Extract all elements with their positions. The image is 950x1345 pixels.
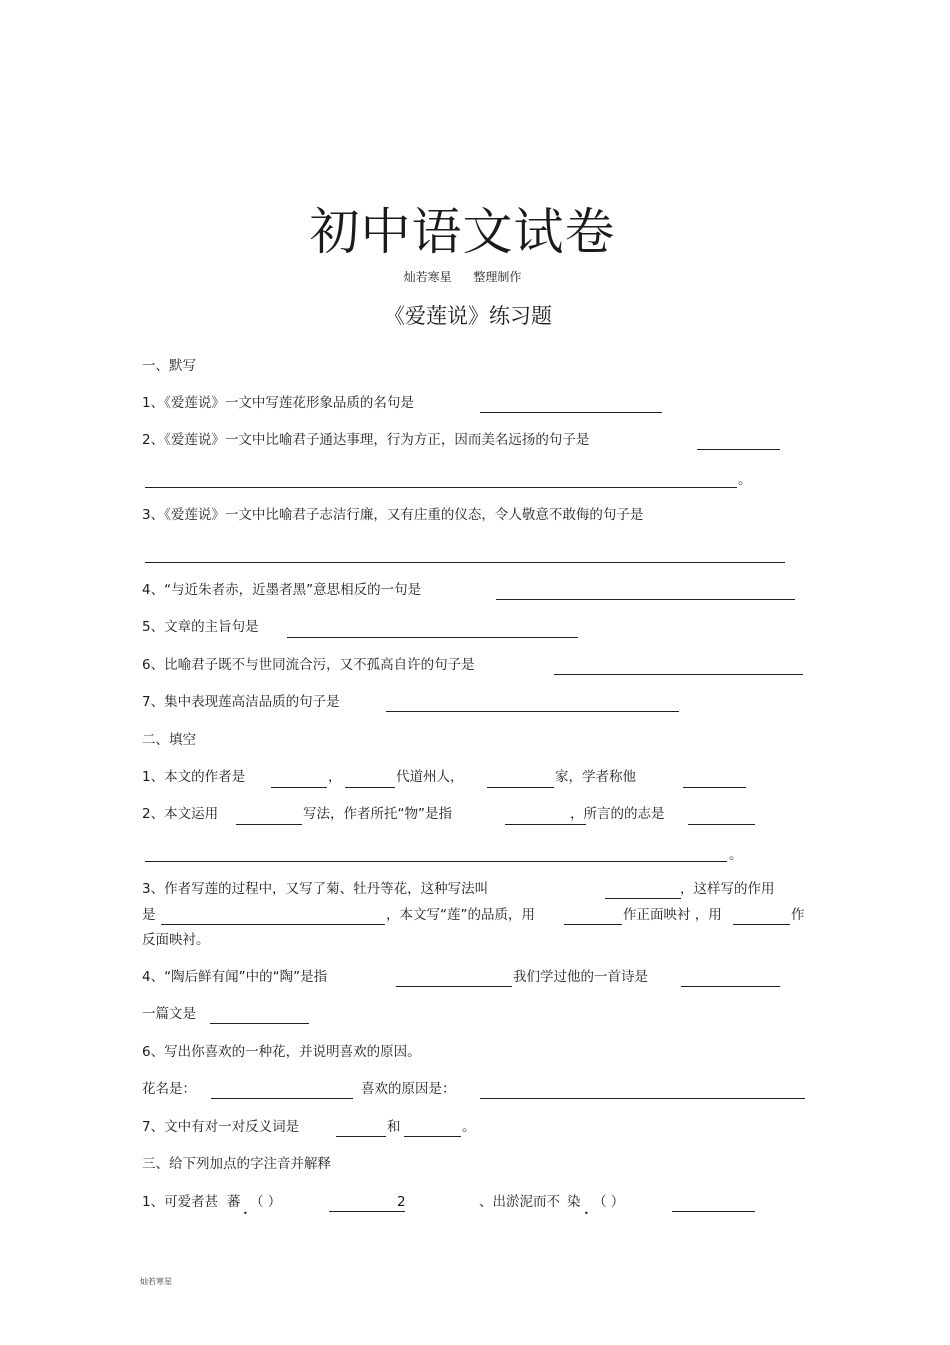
answer-blank[interactable] xyxy=(336,1135,386,1137)
section3-heading: 三、给下列加点的字注音并解释 xyxy=(142,1156,331,1172)
sentence-end: 。 xyxy=(729,847,743,863)
dotted-character: 蕃 xyxy=(227,1194,241,1210)
answer-blank[interactable] xyxy=(211,1097,353,1099)
reason-label: 喜欢的原因是： xyxy=(361,1081,456,1097)
emphasis-dot-icon: • xyxy=(243,1209,248,1218)
answer-blank[interactable] xyxy=(271,786,327,788)
sentence-end: 。 xyxy=(738,472,752,488)
answer-blank[interactable] xyxy=(554,673,803,675)
question-1-6: 6、比喻君子既不与世同流合污，又不孤高自许的句子是 xyxy=(142,657,475,673)
question-1-7: 7、集中表现莲高洁品质的句子是 xyxy=(142,694,340,710)
answer-blank[interactable] xyxy=(733,923,790,925)
question-2-3: 3、作者写莲的过程中，又写了菊、牡丹等花，这种写法叫 xyxy=(142,881,489,897)
section2-heading: 二、填空 xyxy=(142,732,196,748)
document-title: 《爱莲说》练习题 xyxy=(384,304,552,328)
answer-blank[interactable] xyxy=(161,923,385,925)
section1-heading: 一、默写 xyxy=(142,358,196,374)
question-1-3: 3、《爱莲说》一文中比喻君子志洁行廉，又有庄重的仪态，令人敬意不敢侮的句子是 xyxy=(142,507,644,523)
question-1-2: 2、《爱莲说》一文中比喻君子通达事理，行为方正，因而美名远扬的句子是 xyxy=(142,432,590,448)
question-1-5: 5、文章的主旨句是 xyxy=(142,619,259,635)
question-2-4-text: 我们学过他的一首诗是 xyxy=(513,969,648,985)
question-2-3-text: 作 xyxy=(791,907,805,923)
answer-blank[interactable] xyxy=(496,598,795,600)
question-2-3-text: 作正面映衬 ，用 xyxy=(623,907,722,923)
answer-blank[interactable] xyxy=(564,923,622,925)
question-2-2-text: ，所言的的志是 xyxy=(570,806,665,822)
answer-blank[interactable] xyxy=(605,897,681,899)
answer-blank[interactable] xyxy=(672,1210,755,1212)
answer-blank[interactable] xyxy=(210,1022,309,1024)
question-2-4-text: 一篇文是 xyxy=(142,1006,196,1022)
answer-blank[interactable] xyxy=(681,985,780,987)
answer-blank[interactable] xyxy=(145,486,737,488)
answer-blank[interactable] xyxy=(480,411,662,413)
footer-watermark: 灿若寒星 xyxy=(140,1277,172,1286)
question-3-2: 、出淤泥而不 xyxy=(479,1194,560,1210)
answer-blank[interactable] xyxy=(683,786,746,788)
answer-blank[interactable] xyxy=(697,448,780,450)
question-2-7-text: 和 xyxy=(387,1119,401,1135)
question-2-1: 1、本文的作者是 xyxy=(142,769,246,785)
answer-blank[interactable] xyxy=(480,1097,805,1099)
question-1-4: 4、“与近朱者赤，近墨者黑”意思相反的一句是 xyxy=(142,582,422,598)
answer-blank[interactable] xyxy=(386,710,679,712)
question-2-6: 6、写出你喜欢的一种花，并说明喜欢的原因。 xyxy=(142,1044,421,1060)
question-2-2: 2、本文运用 xyxy=(142,806,219,822)
question-2-3-text: ，本文写“莲”的品质，用 xyxy=(386,907,535,923)
flower-name-label: 花名是： xyxy=(142,1081,196,1097)
subtitle xyxy=(0,268,925,286)
question-2-3-text: 是 xyxy=(142,907,156,923)
sentence-end: 。 xyxy=(462,1119,476,1135)
answer-blank[interactable] xyxy=(329,1210,405,1212)
question-2-3-text: ，这样写的作用 xyxy=(680,881,775,897)
question-2-7: 7、文中有对一对反义词是 xyxy=(142,1119,300,1135)
question-3-1: 1、可爱者甚 xyxy=(142,1194,219,1210)
answer-blank[interactable] xyxy=(236,823,302,825)
answer-blank[interactable] xyxy=(145,860,727,862)
exam-title: 初中语文试卷 xyxy=(309,203,616,261)
answer-blank[interactable] xyxy=(487,786,554,788)
question-number: 2 xyxy=(397,1194,406,1210)
answer-blank[interactable] xyxy=(688,823,755,825)
author-name: 灿若寒星 xyxy=(403,270,452,284)
question-2-1-text: 代道州人， xyxy=(396,769,464,785)
question-2-3-text: 反面映衬。 xyxy=(142,932,210,948)
answer-blank[interactable] xyxy=(404,1135,461,1137)
pinyin-parenthesis: （ ） xyxy=(250,1194,282,1210)
pinyin-parenthesis: （ ） xyxy=(593,1194,625,1210)
question-2-2-text: 写法，作者所托“物”是指 xyxy=(303,806,452,822)
question-1-1: 1、《爱莲说》一文中写莲花形象品质的名句是 xyxy=(142,395,414,411)
answer-blank[interactable] xyxy=(287,636,578,638)
question-2-4: 4、“陶后鲜有闻”中的“陶”是指 xyxy=(142,969,328,985)
dotted-character: 染 xyxy=(567,1194,581,1210)
question-2-1-text: 家，学者称他 xyxy=(555,769,636,785)
answer-blank[interactable] xyxy=(345,786,395,788)
answer-blank[interactable] xyxy=(145,561,785,563)
answer-blank[interactable] xyxy=(396,985,512,987)
credit-text: 整理制作 xyxy=(473,270,522,284)
emphasis-dot-icon: • xyxy=(584,1209,589,1218)
comma: ， xyxy=(328,769,342,785)
